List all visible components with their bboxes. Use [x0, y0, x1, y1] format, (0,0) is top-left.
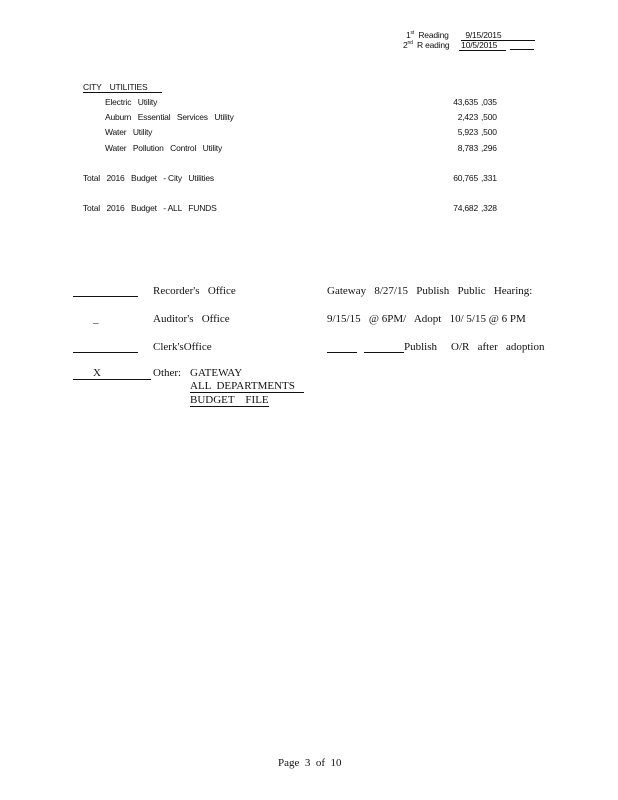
other-line: ALL DEPARTMENTS — [190, 380, 304, 393]
clerk-label: Clerk'sOffice — [153, 341, 212, 353]
page-number: Page 3 of 10 — [278, 757, 342, 769]
total-utilities-cents: ,331 — [481, 173, 497, 183]
other-label: Other: — [153, 367, 182, 379]
budget-item-cents: ,296 — [481, 143, 497, 153]
total-all-funds-amount: 74,682 — [453, 203, 478, 213]
budget-item-label: Auburn Essential Services Utility — [105, 112, 234, 122]
budget-item-cents: ,500 — [481, 112, 497, 122]
budget-item-label: Water Utility — [105, 127, 153, 137]
auditor-note: 9/15/15 @ 6PM/ Adopt 10/ 5/15 @ 6 PM — [327, 313, 526, 325]
second-reading-blank — [510, 49, 534, 50]
clerk-note-publish: Publish — [404, 341, 438, 353]
total-utilities-amount: 60,765 — [453, 173, 478, 183]
budget-item-cents: ,500 — [481, 127, 497, 137]
clerk-note-blank-1 — [327, 352, 357, 353]
recorder-blank — [73, 296, 138, 297]
first-reading-label: 1st Reading — [406, 30, 449, 40]
clerk-blank — [73, 352, 138, 353]
total-utilities-label: Total 2016 Budget - City Utilities — [83, 173, 214, 183]
budget-item-amount: 2,423 — [457, 112, 478, 122]
other-line: GATEWAY — [190, 367, 243, 379]
total-all-funds-cents: ,328 — [481, 203, 497, 213]
second-reading-label: 2nd R eading — [403, 40, 450, 50]
recorder-note: Gateway 8/27/15 Publish Public Hearing: — [327, 285, 533, 297]
other-blank — [73, 379, 151, 380]
clerk-note-rest: O/R after adoption — [451, 341, 545, 353]
budget-item-cents: ,035 — [481, 97, 497, 107]
clerk-note-blank-2 — [364, 352, 404, 353]
budget-item-amount: 8,783 — [457, 143, 478, 153]
auditor-mark: _ — [93, 313, 99, 325]
budget-item-label: Water Pollution Control Utility — [105, 143, 222, 153]
first-reading-date: 9/15/2015 — [461, 30, 535, 41]
budget-item-label: Electric Utility — [105, 97, 158, 107]
auditor-label: Auditor's Office — [153, 313, 230, 325]
budget-item-amount: 5,923 — [457, 127, 478, 137]
budget-item-amount: 43,635 — [453, 97, 478, 107]
other-mark: X — [93, 367, 101, 379]
total-all-funds-label: Total 2016 Budget - ALL FUNDS — [83, 203, 217, 213]
recorder-label: Recorder's Office — [153, 285, 236, 297]
section-title: CITY UTILITIES — [83, 82, 162, 93]
second-reading-date: 10/5/2015 — [459, 40, 506, 50]
other-line: BUDGET FILE — [190, 394, 269, 406]
